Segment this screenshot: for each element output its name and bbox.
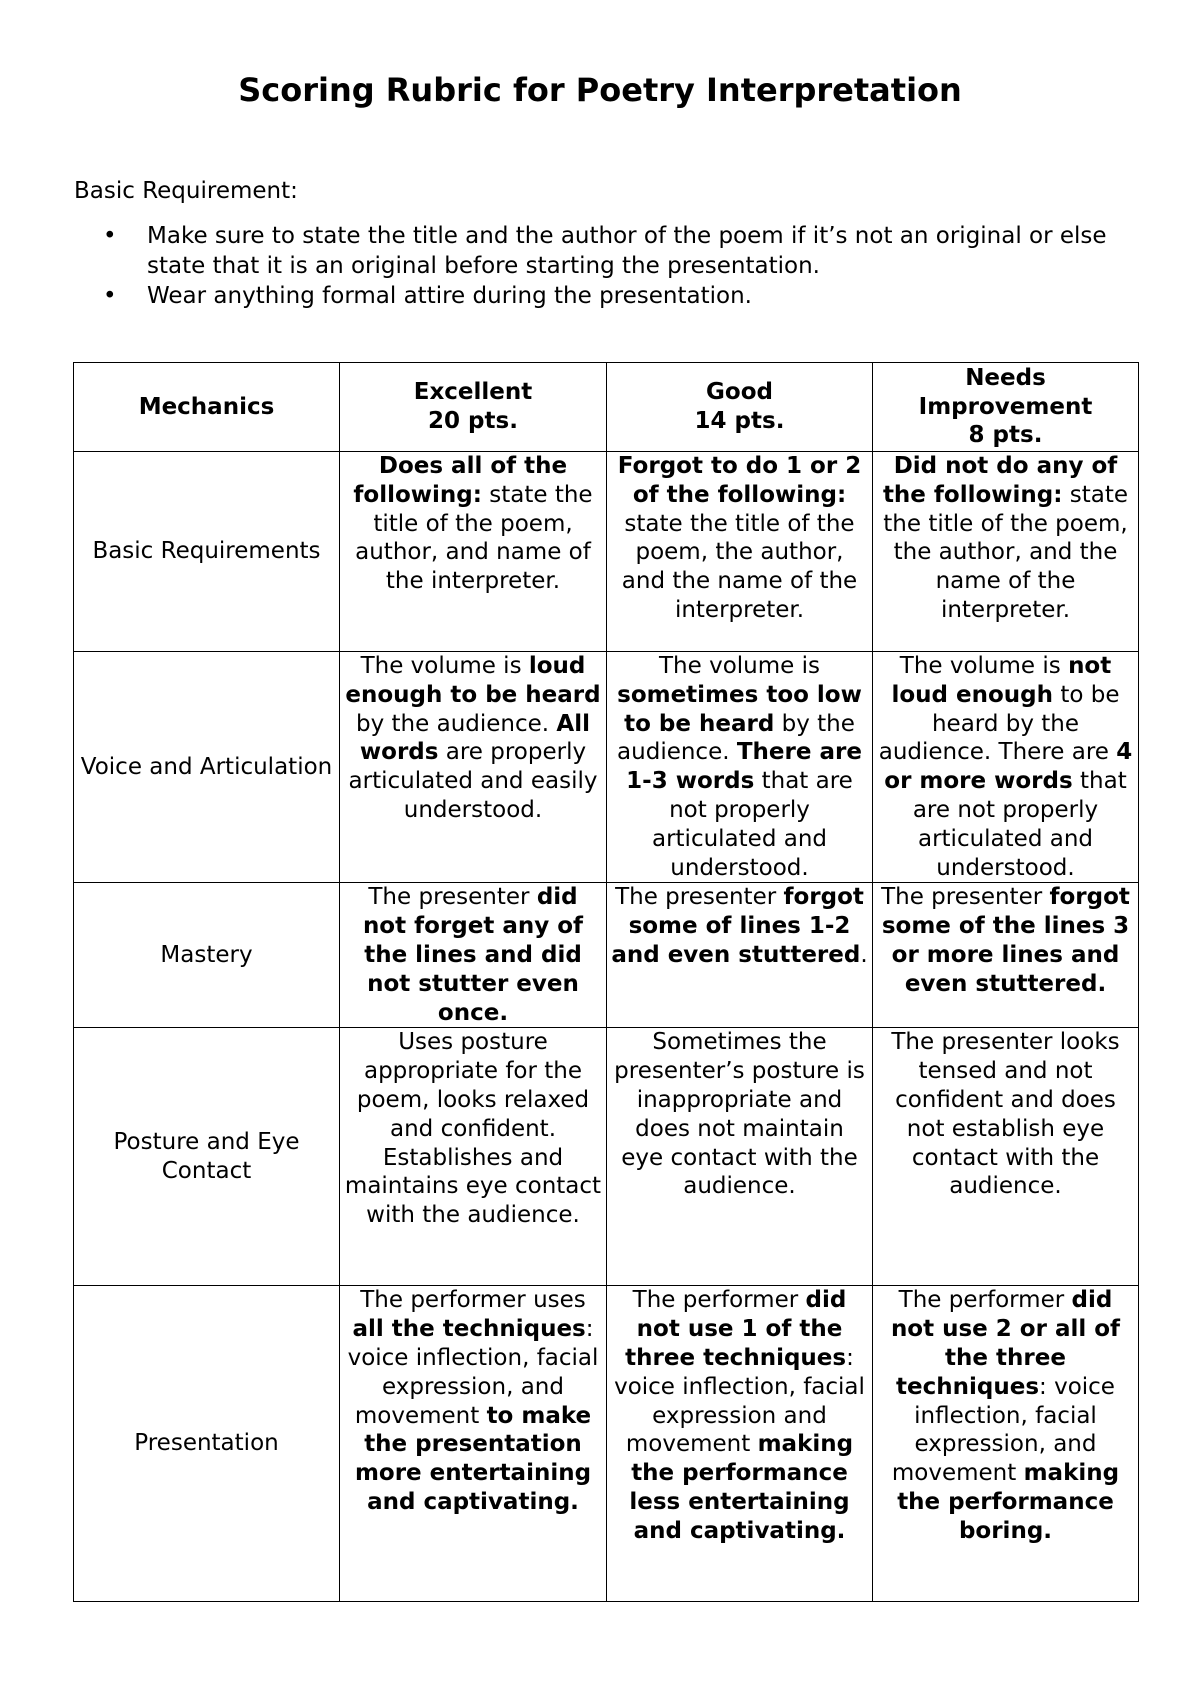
header-needs-points: 8 pts. — [968, 422, 1043, 449]
cell-text: The performer — [632, 1287, 806, 1314]
header-mechanics-label: Mechanics — [138, 393, 275, 420]
header-excellent-points: 20 pts. — [428, 408, 518, 434]
table-row — [74, 1028, 1139, 1286]
bold-text: making the performance boring. — [897, 1460, 1120, 1544]
needs-cell — [873, 652, 1139, 883]
header-mechanics — [74, 363, 340, 452]
good-cell — [607, 1286, 873, 1602]
needs-cell — [873, 883, 1139, 1028]
needs-cell — [873, 452, 1139, 652]
cell-text: : voice inflection, facial expression, and movement — [891, 1373, 1115, 1487]
mechanic-cell — [74, 452, 340, 652]
basic-requirement-heading: Basic Requirement: — [74, 178, 298, 204]
bold-text: did not use 1 of the three techniques — [625, 1287, 847, 1371]
table-row — [74, 1286, 1139, 1602]
cell-text: by the audience. — [356, 710, 557, 737]
cell-text: The presenter — [615, 884, 784, 911]
bold-text: not loud enough — [891, 653, 1112, 708]
cell-text: state the title of the poem, author, and name of the interpreter. — [355, 481, 593, 595]
requirement-text: Make sure to state the title and the author of the poem if it’s not an original or else state that it is an original before starting the presentation. — [147, 223, 1107, 279]
table-row — [74, 883, 1139, 1028]
header-good-points: 14 pts. — [694, 408, 785, 434]
requirements-list — [74, 221, 1139, 311]
cell-text: are properly articulated and easily understood. — [348, 739, 598, 823]
bullet-icon: • — [103, 283, 117, 309]
bold-text: all the techniques — [352, 1316, 586, 1343]
bold-text: Does all of the following: — [353, 453, 568, 508]
bold-text: to make the presentation more entertaining and captivating. — [354, 1402, 592, 1515]
rubric-table — [73, 362, 1139, 1602]
table-row — [74, 452, 1139, 652]
good-cell — [607, 452, 873, 652]
good-cell — [607, 652, 873, 883]
page-title: Scoring Rubric for Poetry Interpretation — [238, 71, 962, 109]
cell-text: The volume is — [360, 653, 529, 679]
bold-text: Forgot to do 1 or 2 of the following: — [617, 453, 862, 508]
excellent-cell — [340, 1028, 607, 1286]
excellent-cell — [340, 652, 607, 883]
mechanic-label: Voice and Articulation — [80, 753, 333, 780]
header-excellent-label: Excellent — [413, 379, 533, 406]
bold-text: There are 1-3 words — [626, 739, 862, 795]
bold-text: loud enough to be heard — [345, 653, 601, 708]
table-row — [74, 652, 1139, 883]
requirement-text: Wear anything formal attire during the presentation. — [147, 283, 752, 309]
mechanic-label: Posture and Eye Contact — [113, 1129, 300, 1184]
bold-text: forgot some of the lines 3 or more lines and even stuttered. — [881, 884, 1130, 997]
mechanic-label: Mastery — [160, 941, 253, 968]
cell-text: The volume is — [899, 653, 1069, 679]
mechanic-label: Presentation — [134, 1430, 279, 1457]
header-needs-improvement — [873, 363, 1139, 452]
cell-text: that are not properly articulated and understood. — [651, 768, 853, 881]
bold-text: Did not do any of the following: — [882, 453, 1118, 508]
bold-text: All words — [359, 710, 590, 766]
cell-text: that are not properly articulated and understood. — [912, 768, 1127, 881]
bullet-icon: • — [103, 223, 117, 249]
good-cell — [607, 883, 873, 1028]
cell-text: The presenter — [881, 884, 1050, 911]
cell-text: The presenter looks tensed and not confident and does not establish eye contact with the audience. — [891, 1029, 1120, 1200]
list-item — [74, 281, 1139, 311]
mechanic-cell — [74, 1286, 340, 1602]
bold-text: did not use 2 or all of the three techniques — [890, 1287, 1121, 1400]
cell-text: state the title of the poem, the author, and the name of the interpreter. — [621, 510, 858, 623]
mechanic-label: Basic Requirements — [92, 538, 321, 565]
excellent-cell — [340, 452, 607, 652]
bold-text: forgot some of lines 1-2 and even stuttered — [611, 884, 864, 968]
bold-text: 4 or more words — [884, 739, 1133, 795]
mechanic-cell — [74, 1028, 340, 1286]
mechanic-cell — [74, 652, 340, 883]
cell-text: Sometimes the presenter’s posture is inappropriate and does not maintain eye contact with the audience. — [614, 1029, 865, 1200]
table-header-row — [74, 363, 1139, 452]
cell-text: The presenter — [368, 884, 537, 911]
needs-cell — [873, 1286, 1139, 1602]
cell-text: The performer — [898, 1287, 1072, 1314]
cell-text: : voice inflection, facial expression, and movement — [347, 1316, 599, 1429]
list-item — [74, 221, 1139, 281]
mechanic-cell — [74, 883, 340, 1028]
header-excellent — [340, 363, 607, 452]
cell-text: The performer uses — [360, 1287, 586, 1314]
header-needs-label: Needs Improvement — [918, 364, 1093, 420]
header-good-label: Good — [706, 379, 773, 406]
bold-text: making the performance less entertaining and captivating. — [629, 1431, 854, 1544]
cell-text: . — [860, 941, 868, 968]
good-cell — [607, 1028, 873, 1286]
cell-text: Uses posture appropriate for the poem, looks relaxed and confident. Establishes and maintains eye contact with the audience. — [344, 1029, 602, 1229]
needs-cell — [873, 1028, 1139, 1286]
bold-text: sometimes too low to be heard — [617, 681, 862, 737]
cell-text: by the audience. — [617, 710, 855, 766]
bold-text: did not forget any of the lines and did not stutter even once. — [362, 884, 584, 1026]
header-good — [607, 363, 873, 452]
cell-text: to be heard by the audience. There are — [878, 681, 1120, 766]
excellent-cell — [340, 883, 607, 1028]
cell-text: state the title of the poem, the author, and the name of the interpreter. — [883, 481, 1129, 623]
excellent-cell — [340, 1286, 607, 1602]
cell-text: : voice inflection, facial expression and movement — [614, 1344, 865, 1458]
cell-text: The volume is — [659, 653, 820, 679]
